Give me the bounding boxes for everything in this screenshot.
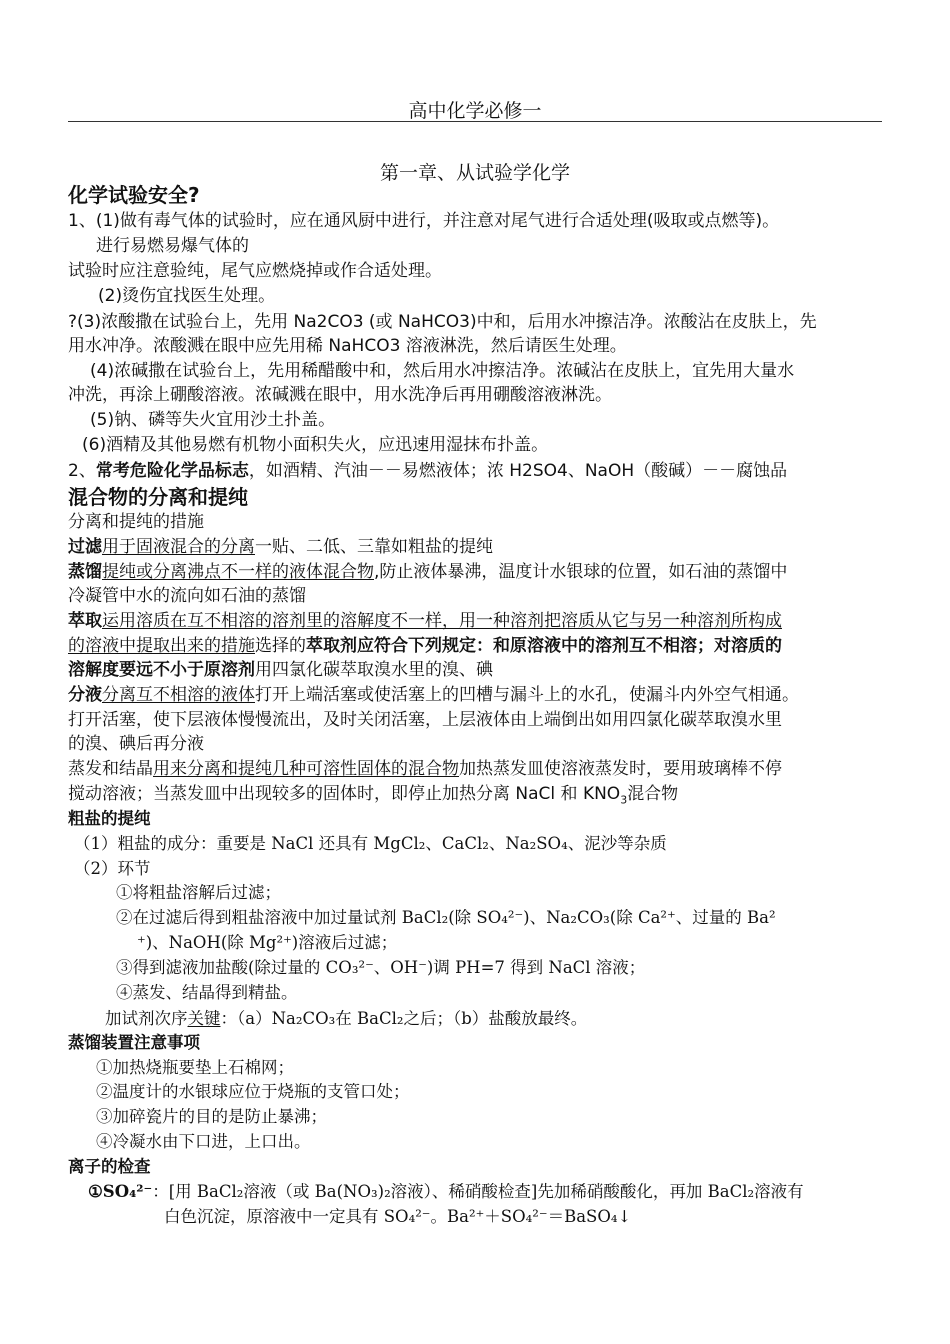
safety-line-4: (2)烫伤宜找医生处理。 — [98, 286, 276, 306]
safety-line-10: (6)酒精及其他易燃有机物小面积失火，应迅速用湿抹布扑盖。 — [82, 435, 549, 455]
evap-subscript: 3 — [620, 793, 628, 807]
safety-line-1: 1、(1)做有毒气体的试验时，应在通风厨中进行，并注意对尾气进行合适处理(吸取或点燃等)。 — [68, 211, 780, 231]
evap-text: 加热蒸发皿使溶液蒸发时，要用玻璃棒不停 — [459, 759, 782, 779]
extract-rule: 萃取剂应符合下列规定：和原溶液中的溶剂互不相溶；对溶质的 — [306, 636, 782, 656]
salt-step-1: ①将粗盐溶解后过滤； — [116, 883, 281, 902]
filter-line — [68, 536, 493, 558]
distill-device-item-3: ③加碎瓷片的目的是防止暴沸； — [96, 1107, 327, 1126]
hazard-term: 常考危险化学品标志 — [95, 461, 249, 481]
ion-line-1 — [88, 1181, 804, 1203]
extract-example: 用四氯化碳萃取溴水里的溴、碘 — [255, 660, 493, 680]
filter-definition: 用于固液混合的分离 — [102, 537, 255, 557]
ion-heading: 离子的检查 — [68, 1157, 151, 1176]
evap-text-3: 混合物 — [627, 784, 679, 804]
evap-line — [68, 758, 782, 780]
distill-device-item-4: ④冷凝水由下口进，上口出。 — [96, 1132, 311, 1151]
safety-line-8: 冲洗，再涂上硼酸溶液。浓碱溅在眼中，用水洗净后再用硼酸溶液淋洗。 — [68, 385, 612, 405]
evap-term: 蒸发和结晶 — [68, 759, 153, 779]
extract-line — [68, 610, 782, 632]
extract-line-2 — [68, 635, 782, 657]
hazard-number: 2、 — [68, 461, 96, 481]
separation-intro: 分离和提纯的措施 — [68, 512, 204, 532]
chapter-title: 第一章、从试验学化学 — [379, 162, 570, 184]
evap-text-2: 搅动溶液；当蒸发皿中出现较多的固体时，即停止加热分离 NaCl 和 KNO — [68, 784, 621, 804]
salt-point-1: （1）粗盐的成分：重要是 NaCl 还具有 MgCl₂、CaCl₂、Na₂SO₄、泥沙等杂质 — [74, 834, 667, 853]
salt-order-key: 关键 — [187, 1009, 221, 1028]
salt-order-text: ：（a）Na₂CO₃在 BaCl₂之后；（b）盐酸放最终。 — [220, 1009, 588, 1028]
ion-sulfate-label: ①SO₄²⁻ — [88, 1182, 153, 1201]
safety-line-2: 进行易燃易爆气体的 — [96, 236, 249, 256]
salt-step-2: ②在过滤后得到粗盐溶液中加过量试剂 BaCl₂(除 SO₄²⁻)、Na₂CO₃(除 Ca²⁺、过量的 Ba² — [116, 908, 776, 927]
distill-term: 蒸馏 — [68, 562, 102, 582]
evap-definition: 用来分离和提纯几种可溶性固体的混合物 — [153, 759, 459, 779]
salt-step-3: ③得到滤液加盐酸(除过量的 CO₃²⁻、OH⁻)调 PH=7 得到 NaCl 溶液； — [116, 958, 646, 977]
salt-step-4: ④蒸发、结晶得到精盐。 — [116, 983, 298, 1002]
sep-term: 分液 — [68, 685, 102, 705]
filter-term: 过滤 — [68, 537, 102, 557]
sep-line-2: 打开活塞，使下层液体慢慢流出，及时关闭活塞，上层液体由上端倒出如用四氯化碳萃取溴水里 — [68, 710, 782, 730]
filter-text: 一贴、二低、三靠如粗盐的提纯 — [255, 537, 493, 557]
header-divider — [68, 121, 882, 122]
separation-heading: 混合物的分离和提纯 — [68, 485, 248, 509]
sep-line-3: 的溴、碘后再分液 — [68, 734, 204, 754]
salt-heading: 粗盐的提纯 — [68, 809, 151, 828]
safety-line-7: (4)浓碱撒在试验台上，先用稀醋酸中和，然后用水冲擦洁净。浓碱沾在皮肤上，宜先用大量水 — [90, 361, 795, 381]
extract-line-3 — [68, 659, 493, 681]
safety-line-11 — [68, 460, 787, 482]
extract-text: 选择的 — [255, 636, 306, 656]
sep-text: 打开上端活塞或使活塞上的凹槽与漏斗上的水孔，使漏斗内外空气相通。 — [255, 685, 799, 705]
distill-definition: 提纯或分离沸点不一样的液体混合物 — [102, 562, 374, 582]
ion-sulfate-text: ：[用 BaCl₂溶液（或 Ba(NO₃)₂溶液）、稀硝酸检查]先加稀硝酸酸化，再加 BaCl₂溶液有 — [152, 1182, 804, 1201]
safety-line-3: 试验时应注意验纯，尾气应燃烧掉或作合适处理。 — [68, 261, 442, 281]
safety-heading: 化学试验安全? — [68, 183, 200, 207]
salt-step-2-cont: ⁺)、NaOH(除 Mg²⁺)溶液后过滤； — [137, 933, 398, 952]
distill-text: ,防止液体暴沸，温度计水银球的位置，如石油的蒸馏中 — [374, 562, 788, 582]
extract-definition-cont: 的溶液中提取出来的措施 — [68, 636, 255, 656]
extract-term: 萃取 — [68, 611, 102, 631]
page-header-title: 高中化学必修一 — [408, 100, 542, 122]
safety-line-6: 用水冲净。浓酸溅在眼中应先用稀 NaHCO3 溶液淋洗，然后请医生处理。 — [68, 336, 627, 356]
distill-line — [68, 561, 787, 583]
extract-definition: 运用溶质在互不相溶的溶剂里的溶解度不一样，用一种溶剂把溶质从它与另一种溶剂所构成 — [102, 611, 782, 631]
distill-device-item-2: ②温度计的水银球应位于烧瓶的支管口处； — [96, 1082, 410, 1101]
safety-line-9: (5)钠、磷等失火宜用沙土扑盖。 — [90, 410, 336, 430]
salt-order — [105, 1008, 587, 1030]
evap-line-2 — [68, 783, 678, 811]
distill-device-heading: 蒸馏装置注意事项 — [68, 1033, 200, 1052]
sep-definition: 分离互不相溶的液体 — [102, 685, 255, 705]
sep-line — [68, 684, 799, 706]
salt-point-2: （2）环节 — [74, 859, 151, 878]
distill-device-item-1: ①加热烧瓶要垫上石棉网； — [96, 1058, 294, 1077]
hazard-text: ，如酒精、汽油－－易燃液体；浓 H2SO4、NaOH（酸碱）－－腐蚀品 — [248, 461, 788, 481]
safety-line-5: ?(3)浓酸撒在试验台上，先用 Na2CO3 (或 NaHCO3)中和，后用水冲擦洁净。浓酸沾在皮肤上，先 — [68, 312, 817, 332]
distill-line-2: 冷凝管中水的流向如石油的蒸馏 — [68, 586, 306, 606]
extract-rule-cont: 溶解度要远不小于原溶剂 — [68, 660, 255, 680]
salt-order-label: 加试剂次序 — [105, 1009, 188, 1028]
ion-line-2: 白色沉淀，原溶液中一定具有 SO₄²⁻。Ba²⁺＋SO₄²⁻＝BaSO₄↓ — [164, 1207, 632, 1226]
